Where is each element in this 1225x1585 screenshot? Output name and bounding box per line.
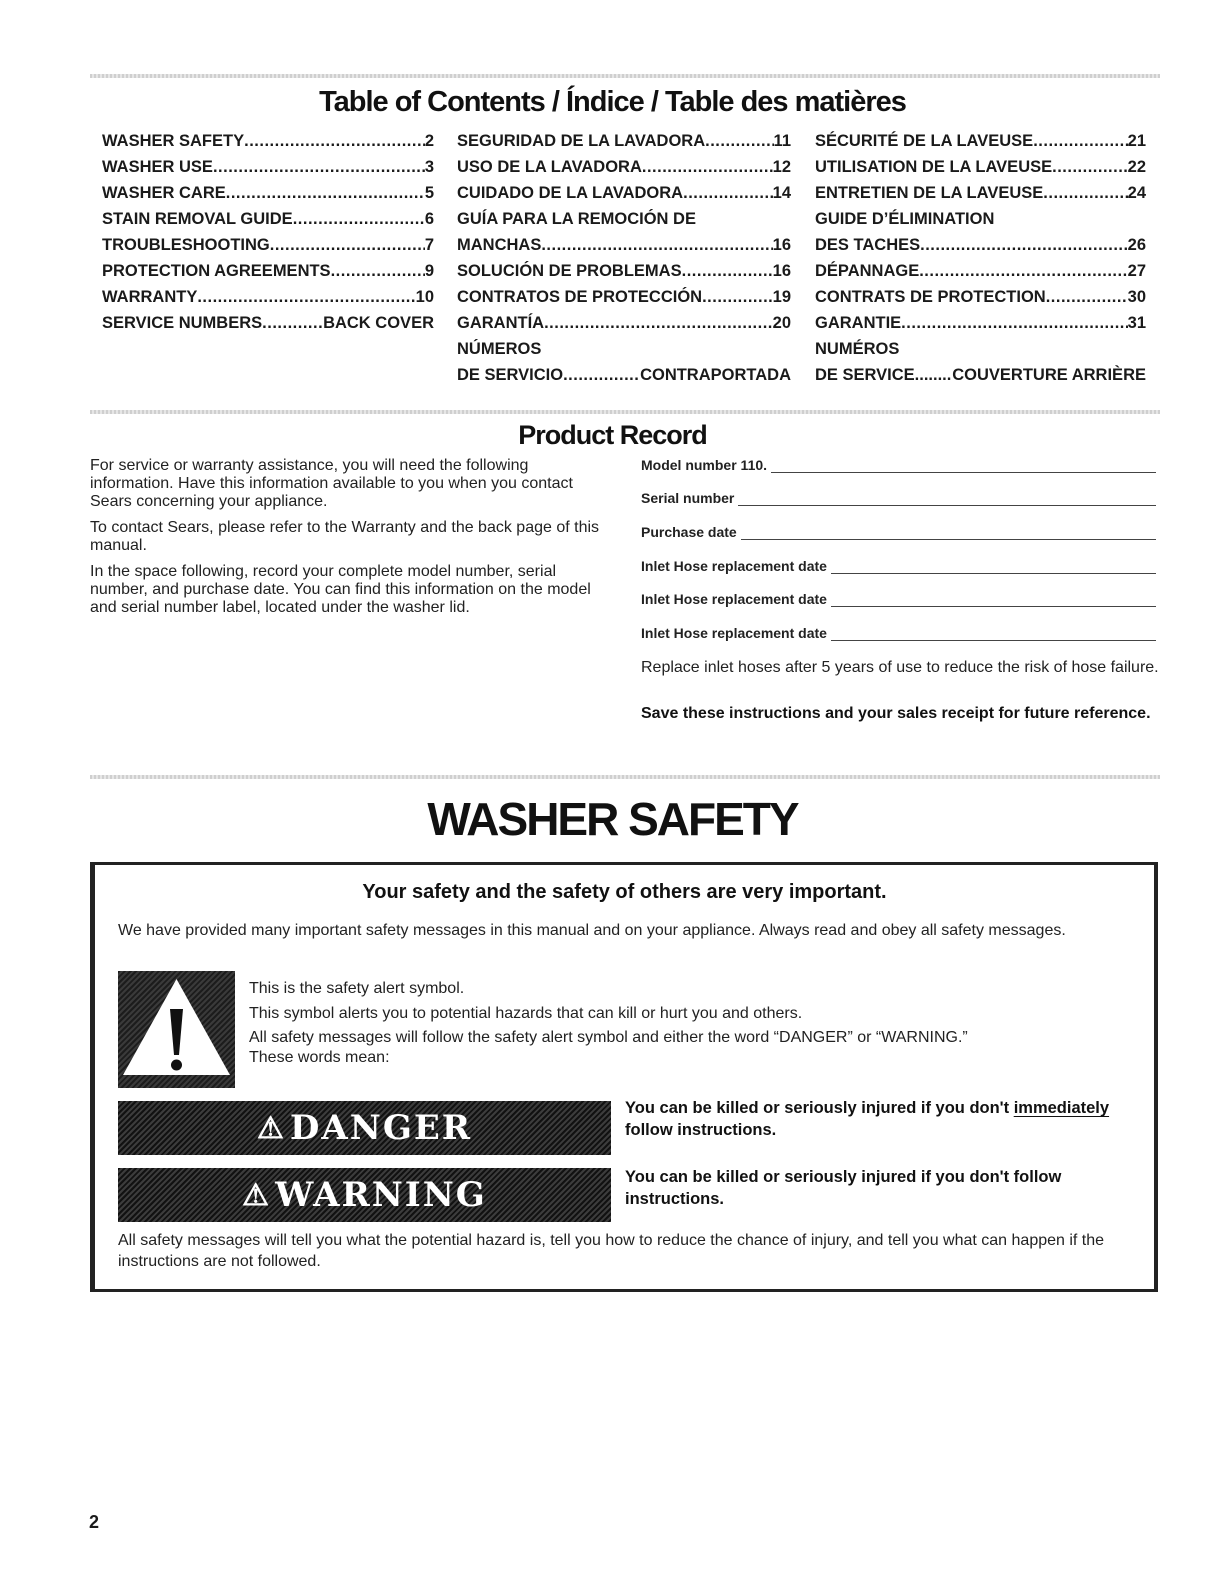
toc-entry[interactable]: DE SERVICE ..... COUVERTURE ARRIÈRE xyxy=(815,362,1146,388)
section-rule xyxy=(90,410,1160,414)
toc-entry[interactable]: PROTECTION AGREEMENTS ..... 9 xyxy=(102,258,434,284)
toc-entry[interactable]: STAIN REMOVAL GUIDE ..... 6 xyxy=(102,206,434,232)
warning-triangle-icon: ⚠ xyxy=(242,1177,272,1213)
model-number-field[interactable]: Model number 110. xyxy=(641,457,1156,473)
toc-entry[interactable]: MANCHAS ..... 16 xyxy=(457,232,791,258)
toc-entry[interactable]: USO DE LA LAVADORA ..... 12 xyxy=(457,154,791,180)
toc-english xyxy=(102,128,434,336)
toc-entry[interactable]: DÉPANNAGE ..... 27 xyxy=(815,258,1146,284)
safety-alert-icon xyxy=(118,971,235,1088)
warning-signal-banner xyxy=(118,1168,611,1222)
warning-label: WARNING xyxy=(275,1175,487,1215)
inlet-hose-date-field[interactable]: Inlet Hose replacement date xyxy=(641,625,1156,641)
alert-description xyxy=(249,977,1129,1070)
product-record-title: Product Record xyxy=(518,420,707,450)
toc-entry-line1: GUIDE D’ÉLIMINATION xyxy=(815,210,995,228)
purchase-date-field[interactable]: Purchase date xyxy=(641,524,1156,540)
toc-entry[interactable]: GARANTIE ..... 31 xyxy=(815,310,1146,336)
toc-entry-line1: GUÍA PARA LA REMOCIÓN DE xyxy=(457,210,696,228)
inlet-hose-date-field[interactable]: Inlet Hose replacement date xyxy=(641,558,1156,574)
toc-entry[interactable]: CONTRATOS DE PROTECCIÓN ..... 19 xyxy=(457,284,791,310)
warning-triangle-icon: ⚠ xyxy=(256,1110,286,1146)
toc-entry-line1: NÚMEROS xyxy=(457,340,542,358)
safety-box-heading: Your safety and the safety of others are very important. xyxy=(362,881,887,903)
toc-entry[interactable]: TROUBLESHOOTING ..... 7 xyxy=(102,232,434,258)
hose-note: Replace inlet hoses after 5 years of use to reduce the risk of hose failure. xyxy=(641,659,1159,676)
toc-entry[interactable]: SÉCURITÉ DE LA LAVEUSE ..... 21 xyxy=(815,128,1146,154)
washer-safety-title: WASHER SAFETY xyxy=(427,793,798,845)
intro-paragraph: For service or warranty assistance, you will need the following information. Have this information available to you when you contact Sears concerning your appliance. xyxy=(90,457,573,510)
danger-label: DANGER xyxy=(289,1108,473,1148)
toc-entry[interactable]: CUIDADO DE LA LAVADORA ..... 14 xyxy=(457,180,791,206)
product-record-intro xyxy=(90,457,615,625)
alert-line: All safety messages will follow the safety alert symbol and either the word “DANGER” or “WARNING.” xyxy=(249,1029,968,1046)
toc-entry[interactable]: WASHER SAFETY ..... 2 xyxy=(102,128,434,154)
toc-french xyxy=(815,128,1146,388)
save-instructions-note: Save these instructions and your sales receipt for future reference. xyxy=(641,705,1151,722)
warning-message: You can be killed or seriously injured if you don't follow instructions. xyxy=(625,1168,1062,1208)
danger-message: You can be killed or seriously injured if you don't immediately follow instructions. xyxy=(625,1099,1110,1139)
toc-entry[interactable]: UTILISATION DE LA LAVEUSE ..... 22 xyxy=(815,154,1146,180)
toc-spanish xyxy=(457,128,791,388)
toc-entry[interactable]: SERVICE NUMBERS ..... BACK COVER xyxy=(102,310,434,336)
toc-entry[interactable]: SOLUCIÓN DE PROBLEMAS ..... 16 xyxy=(457,258,791,284)
toc-entry[interactable]: CONTRATS DE PROTECTION ..... 30 xyxy=(815,284,1146,310)
toc-entry[interactable]: WASHER USE ..... 3 xyxy=(102,154,434,180)
intro-paragraph: To contact Sears, please refer to the Warranty and the back page of this manual. xyxy=(90,519,600,554)
alert-line: These words mean: xyxy=(249,1048,390,1066)
toc-entry[interactable]: DE SERVICIO ..... CONTRAPORTADA xyxy=(457,362,791,388)
alert-line: This symbol alerts you to potential hazards that can kill or hurt you and others. xyxy=(249,1004,803,1022)
toc-title: Table of Contents / Índice / Table des matières xyxy=(319,86,906,118)
serial-number-field[interactable]: Serial number xyxy=(641,490,1156,506)
alert-line: This is the safety alert symbol. xyxy=(249,980,465,997)
page-number: 2 xyxy=(89,1512,100,1532)
section-rule xyxy=(90,775,1160,779)
inlet-hose-date-field[interactable]: Inlet Hose replacement date xyxy=(641,591,1156,607)
safety-box-intro: We have provided many important safety messages in this manual and on your appliance. Always read and obey all safety messages. xyxy=(118,922,1066,939)
toc-entry[interactable]: WARRANTY ..... 10 xyxy=(102,284,434,310)
danger-signal-banner xyxy=(118,1101,611,1155)
toc-entry-line1: NUMÉROS xyxy=(815,340,900,358)
toc-entry[interactable]: GARANTÍA ..... 20 xyxy=(457,310,791,336)
toc-entry[interactable]: ENTRETIEN DE LA LAVEUSE ..... 24 xyxy=(815,180,1146,206)
top-rule xyxy=(90,74,1160,78)
toc-entry[interactable]: SEGURIDAD DE LA LAVADORA ..... 11 xyxy=(457,128,791,154)
safety-box xyxy=(90,862,1158,1292)
safety-box-footer: All safety messages will tell you what the potential hazard is, tell you how to reduce the chance of injury, and tell you what can happen if the instructions are not followed. xyxy=(118,1232,1105,1270)
intro-paragraph: In the space following, record your complete model number, serial number, and purchase date. You can find this information on the model and serial number label, located under the washer lid. xyxy=(90,563,591,616)
toc-entry[interactable]: DES TACHES ..... 26 xyxy=(815,232,1146,258)
toc-entry[interactable]: WASHER CARE ..... 5 xyxy=(102,180,434,206)
